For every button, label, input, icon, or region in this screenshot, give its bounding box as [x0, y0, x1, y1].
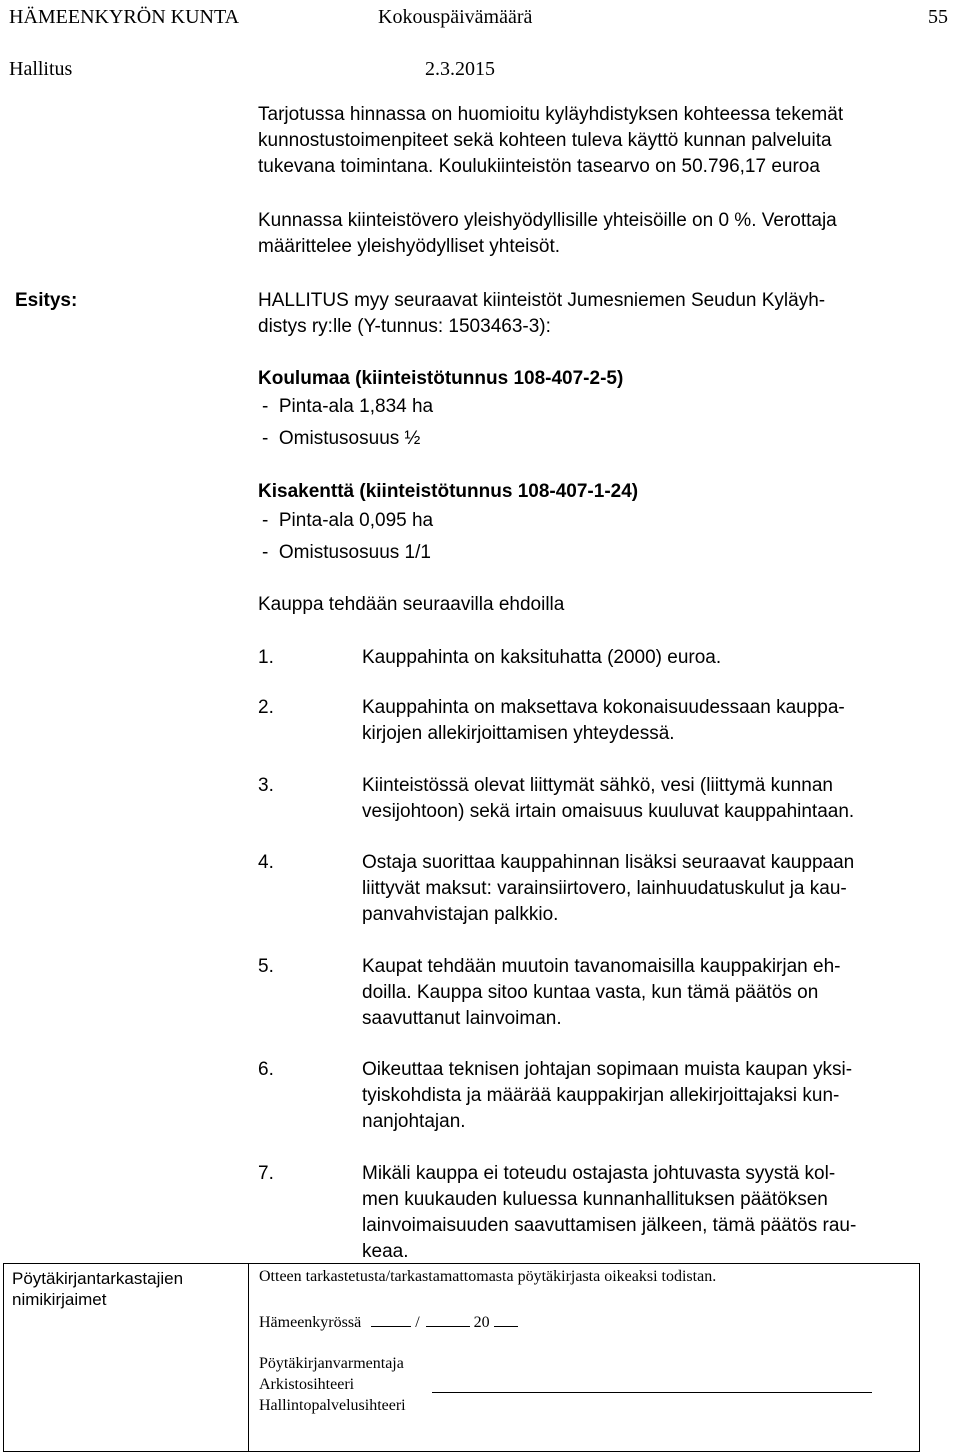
condition-number: 7. — [258, 1163, 274, 1184]
condition-line: lainvoimaisuuden saavuttamisen jälkeen, tämä päätös rau- — [362, 1215, 857, 1236]
meeting-date-label: Kokouspäivämäärä — [378, 6, 533, 28]
date-separator: / — [415, 1314, 420, 1331]
condition-line: Kauppahinta on maksettava kokonaisuudessaan kauppa- — [362, 697, 845, 718]
condition-line: nanjohtajan. — [362, 1111, 466, 1132]
signer-role: Hallintopalvelusihteeri — [259, 1397, 406, 1414]
tax-line: määrittelee yleishyödylliset yhteisöt. — [258, 236, 561, 257]
signer-role: Pöytäkirjanvarmentaja — [259, 1355, 404, 1372]
certification-text: Otteen tarkastetusta/tarkastamattomasta pöytäkirjasta oikeaksi todistan. — [259, 1268, 717, 1285]
condition-number: 3. — [258, 775, 274, 796]
property-detail: - Omistusosuus 1/1 — [262, 542, 431, 563]
footer-divider — [248, 1264, 249, 1451]
condition-line: Ostaja suorittaa kauppahinnan lisäksi seuraavat kauppaan — [362, 852, 855, 873]
proposal-line: HALLITUS myy seuraavat kiinteistöt Jumesniemen Seudun Kyläyh- — [258, 290, 826, 311]
signer-list — [259, 1355, 406, 1418]
reviewer-label-line: nimikirjaimet — [12, 1290, 107, 1309]
condition-number: 4. — [258, 852, 274, 873]
tax-line: Kunnassa kiinteistövero yleishyödyllisille yhteisöille on 0 %. Verottaja — [258, 210, 837, 231]
year-blank[interactable] — [494, 1312, 518, 1327]
condition-line: Mikäli kauppa ei toteudu ostajasta johtuvasta syystä kol- — [362, 1163, 836, 1184]
month-blank[interactable] — [426, 1312, 470, 1327]
condition-line: saavuttanut lainvoiman. — [362, 1008, 562, 1029]
municipality-name: HÄMEENKYRÖN KUNTA — [9, 6, 240, 28]
property-detail: - Pinta-ala 1,834 ha — [262, 396, 434, 417]
condition-line: doilla. Kauppa sitoo kuntaa vasta, kun tämä päätös on — [362, 982, 819, 1003]
condition-line: liittyvät maksut: varainsiirtovero, lainhuudatuskulut ja kau- — [362, 878, 847, 899]
day-blank[interactable] — [371, 1312, 411, 1327]
intro-line: tukevana toimintana. Koulukiinteistön tasearvo on 50.796,17 euroa — [258, 156, 820, 177]
intro-line: kunnostustoimenpiteet sekä kohteen tuleva käyttö kunnan palveluita — [258, 130, 832, 151]
proposal-paragraph — [258, 288, 825, 340]
property-detail: - Omistusosuus ½ — [262, 428, 421, 449]
condition-number: 5. — [258, 956, 274, 977]
condition-number: 2. — [258, 697, 274, 718]
place-name: Hämeenkyrössä — [259, 1314, 362, 1331]
condition-line: keaa. — [362, 1241, 409, 1262]
signer-role: Arkistosihteeri — [259, 1376, 355, 1393]
condition-number: 1. — [258, 647, 274, 668]
year-prefix: 20 — [473, 1314, 490, 1331]
intro-paragraph — [258, 102, 843, 180]
condition-line: vesijohtoon) sekä irtain omaisuus kuuluvat kauppahintaan. — [362, 801, 855, 822]
signature-line[interactable] — [432, 1392, 872, 1393]
condition-line: Kiinteistössä olevat liittymät sähkö, vesi (liittymä kunnan — [362, 775, 833, 796]
condition-line: Kaupat tehdään muutoin tavanomaisilla kauppakirjan eh- — [362, 956, 841, 977]
condition-line: panvahvistajan palkkio. — [362, 904, 559, 925]
tax-paragraph — [258, 208, 837, 260]
condition-line: men kuukauden kuluessa kunnanhallituksen päätöksen — [362, 1189, 828, 1210]
conditions-heading: Kauppa tehdään seuraavilla ehdoilla — [258, 594, 565, 615]
condition-line: Oikeuttaa teknisen johtajan sopimaan muista kaupan yksi- — [362, 1059, 853, 1080]
page-number: 55 — [928, 6, 948, 28]
place-date-line — [259, 1312, 518, 1332]
body-name: Hallitus — [9, 58, 73, 80]
proposal-line: distys ry:lle (Y-tunnus: 1503463-3): — [258, 316, 551, 337]
intro-line: Tarjotussa hinnassa on huomioitu kyläyhdistyksen kohteessa tekemät — [258, 104, 844, 125]
signature-footer — [3, 1263, 920, 1452]
property-title: Koulumaa (kiinteistötunnus 108-407-2-5) — [258, 368, 624, 389]
meeting-date: 2.3.2015 — [425, 58, 495, 80]
condition-line: Kauppahinta on kaksituhatta (2000) euroa. — [362, 647, 722, 668]
condition-number: 6. — [258, 1059, 274, 1080]
property-detail: - Pinta-ala 0,095 ha — [262, 510, 434, 531]
property-title: Kisakenttä (kiinteistötunnus 108-407-1-24) — [258, 481, 639, 502]
reviewer-initials-label — [12, 1268, 183, 1310]
condition-line: kirjojen allekirjoittamisen yhteydessä. — [362, 723, 675, 744]
reviewer-label-line: Pöytäkirjantarkastajien — [12, 1269, 184, 1288]
condition-line: tyiskohdista ja määrää kauppakirjan allekirjoittajaksi kun- — [362, 1085, 840, 1106]
proposal-label: Esitys: — [15, 290, 78, 311]
